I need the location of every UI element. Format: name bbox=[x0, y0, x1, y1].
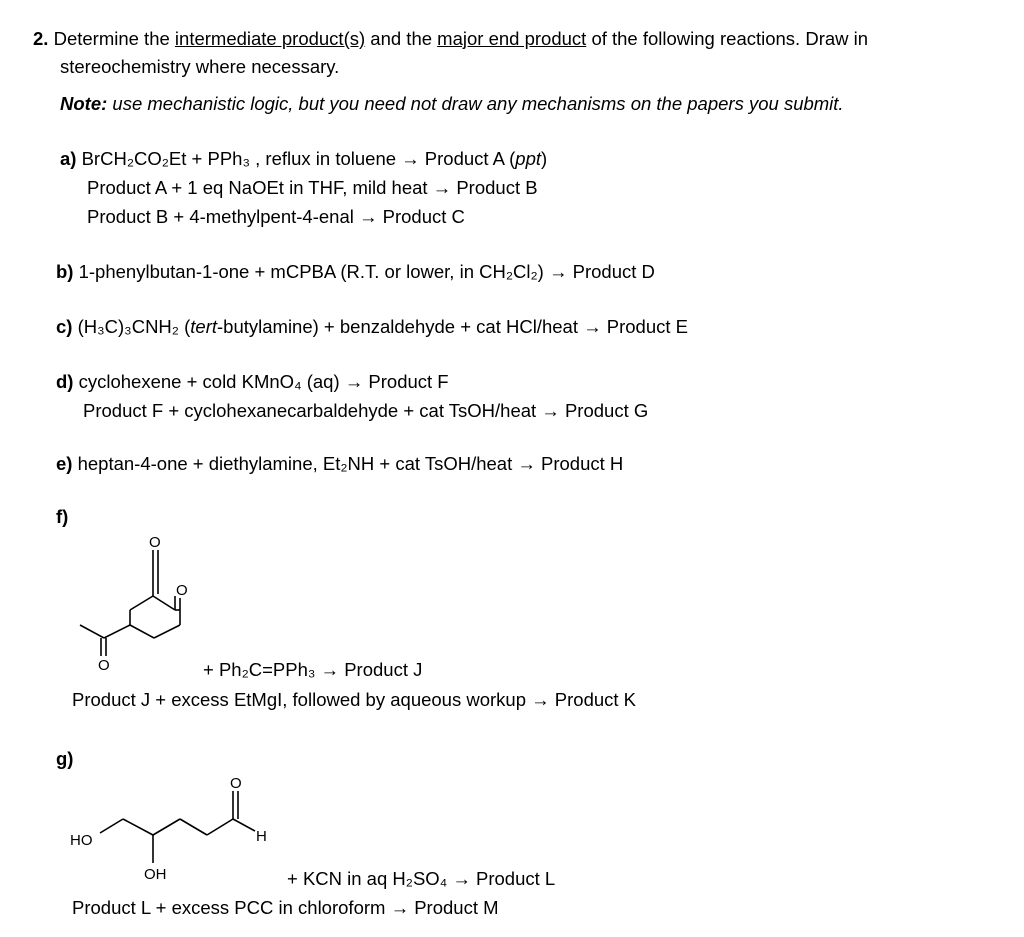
bond bbox=[130, 625, 154, 638]
bond bbox=[180, 819, 207, 835]
part-f-line-1: + Ph₂C=PPh₃ → Product J bbox=[203, 659, 423, 680]
part-e-text: heptan-4-one + diethylamine, Et₂NH + cat TsOH/heat → Product H bbox=[77, 453, 624, 474]
bond bbox=[153, 819, 180, 835]
part-b-line-1 bbox=[56, 261, 655, 283]
question-line-2: stereochemistry where necessary. bbox=[60, 56, 340, 77]
part-c-tert: tert bbox=[190, 316, 217, 337]
part-e-line-1 bbox=[56, 453, 623, 475]
part-b-text: 1-phenylbutan-1-one + mCPBA (R.T. or lower, in CH₂Cl₂) → Product D bbox=[78, 261, 655, 282]
part-g-line-2: Product L + excess PCC in chloroform → Product M bbox=[72, 897, 499, 918]
bond bbox=[80, 625, 104, 638]
part-f-line-2: Product J + excess EtMgI, followed by aqueous workup → Product K bbox=[72, 689, 637, 710]
hydroxyl-oh: OH bbox=[144, 866, 167, 883]
question-intro: Determine the bbox=[53, 28, 170, 49]
part-e-label: e) bbox=[56, 453, 73, 474]
part-a-line-1-post: ) bbox=[541, 148, 548, 169]
question-number: 2. bbox=[33, 28, 49, 49]
bond bbox=[100, 819, 123, 833]
part-d-text-1: cyclohexene + cold KMnO₄ (aq) → Product F bbox=[78, 371, 449, 392]
part-a-label: a) bbox=[60, 148, 77, 169]
part-d-line-1 bbox=[56, 371, 449, 393]
note-text: use mechanistic logic, but you need not draw any mechanisms on the papers you submit. bbox=[112, 93, 844, 114]
note-label: Note: bbox=[60, 93, 108, 114]
ketone-oxygen: O bbox=[98, 657, 110, 674]
ring-oxygen: O bbox=[176, 582, 188, 599]
bond bbox=[123, 819, 153, 835]
part-a-line-2: Product A + 1 eq NaOEt in THF, mild heat → Product B bbox=[87, 177, 538, 198]
intermediate-product-term: intermediate product(s) bbox=[174, 28, 366, 49]
note-line bbox=[60, 93, 844, 115]
bond bbox=[154, 625, 180, 638]
part-c-line-1 bbox=[56, 316, 688, 338]
major-end-product-term: major end product bbox=[437, 28, 587, 49]
part-b-label: b) bbox=[56, 261, 74, 282]
part-f-lactone-structure bbox=[70, 530, 210, 674]
bond bbox=[153, 596, 175, 610]
question-rest: of the following reactions. Draw in bbox=[591, 28, 869, 49]
part-a-line-1-pre: BrCH₂CO₂Et + PPh₃ , reflux in toluene → Product A ( bbox=[81, 148, 516, 169]
part-a-line-1 bbox=[60, 148, 547, 170]
part-d-label: d) bbox=[56, 371, 74, 392]
hydroxyl-ho: HO bbox=[70, 832, 93, 849]
question-line-1 bbox=[33, 28, 868, 50]
ring-carbonyl-oxygen: O bbox=[149, 534, 161, 551]
top-carbonyl-oxygen: O bbox=[230, 775, 242, 792]
bond bbox=[130, 596, 153, 610]
part-c-label: c) bbox=[56, 316, 73, 337]
and-the-text: and the bbox=[370, 28, 433, 49]
part-d-line-2: Product F + cyclohexanecarbaldehyde + cat TsOH/heat → Product G bbox=[83, 400, 649, 421]
aldehyde-h: H bbox=[256, 828, 267, 845]
part-c-post: -butylamine) + benzaldehyde + cat HCl/heat → Product E bbox=[217, 316, 688, 337]
part-g-label: g) bbox=[56, 748, 74, 769]
part-c-pre: (H₃C)₃CNH₂ ( bbox=[77, 316, 191, 337]
part-a-ppt: ppt bbox=[515, 148, 542, 169]
part-a-line-3: Product B + 4-methylpent-4-enal → Product C bbox=[87, 206, 465, 227]
bond bbox=[104, 625, 130, 638]
part-g-line-1: + KCN in aq H₂SO₄ → Product L bbox=[287, 868, 556, 889]
part-f-label: f) bbox=[56, 506, 69, 527]
part-g-hydroxy-aldehyde-structure bbox=[70, 775, 290, 885]
bond bbox=[207, 819, 233, 835]
bond bbox=[233, 819, 255, 831]
